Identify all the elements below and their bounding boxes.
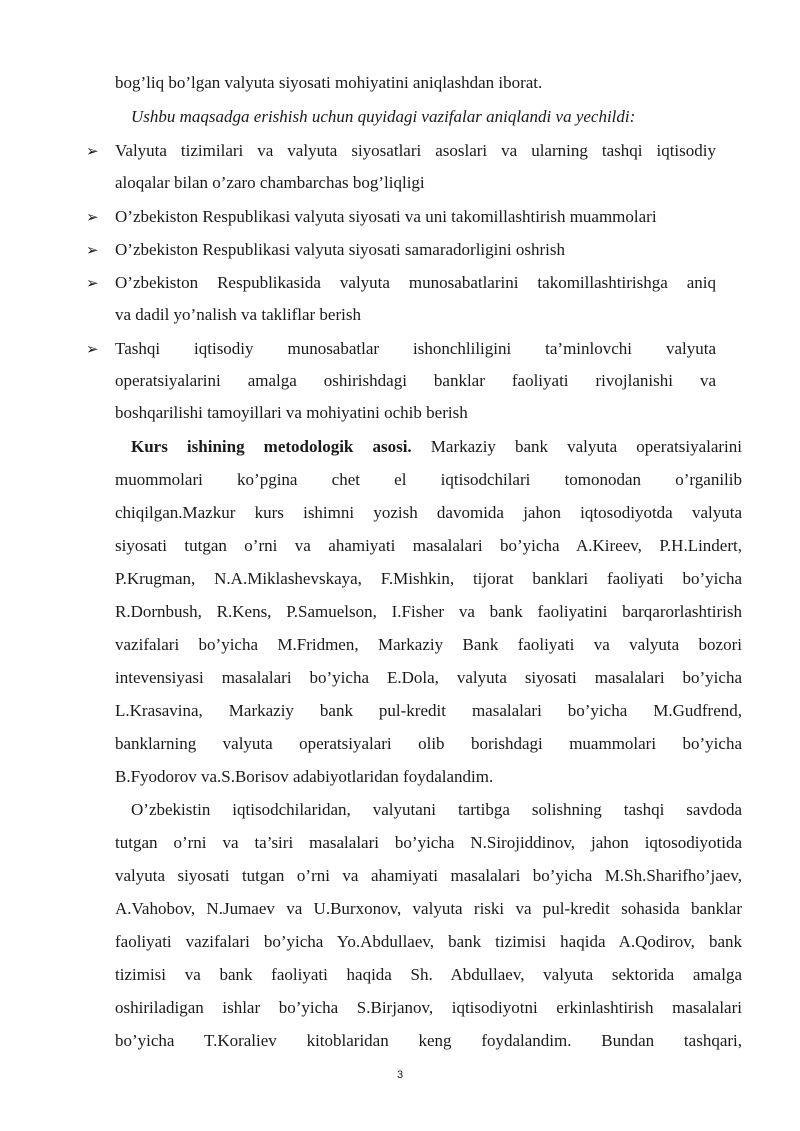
bullet-1-line-2: aloqalar bilan o’zaro chambarchas bog’liqligi — [115, 173, 425, 192]
bullet-2-line-1: O’zbekiston Respublikasi valyuta siyosati va uni takomillashtirish muammolari — [115, 207, 657, 226]
methodology-last-line: B.Fyodorov va.S.Borisov adabiyotlaridan foydalandim. — [115, 767, 494, 786]
bullet-1-line-1: Valyuta tizimilari va valyuta siyosatlari asoslari va ularning tashqi iqtisodiy — [115, 141, 716, 160]
bullet-arrow-icon: ➢ — [86, 208, 99, 226]
bullet-4-line-2: va dadil yo’nalish va takliflar berish — [115, 305, 361, 324]
methodology-line: L.Krasavina, Markaziy bank pul-kredit masalalari bo’yicha M.Gudfrend, — [115, 701, 742, 720]
methodology-first-line — [131, 437, 742, 457]
bullet-5-line-2: operatsiyalarini amalga oshirishdagi banklar faoliyati rivojlanishi va — [115, 371, 716, 390]
authors-line: valyuta siyosati tutgan o’rni va ahamiyati masalalari bo’yicha M.Sh.Sharifho’jaev, — [115, 866, 742, 885]
methodology-label: Kurs ishining metodologik asosi. — [131, 437, 412, 456]
methodology-first-line-rest: Markaziy bank valyuta operatsiyalarini — [430, 437, 742, 456]
bullet-arrow-icon: ➢ — [86, 241, 99, 259]
methodology-line: intevensiyasi masalalari bo’yicha E.Dola, valyuta siyosati masalalari bo’yicha — [115, 668, 742, 687]
authors-line: tizimisi va bank faoliyati haqida Sh. Abdullaev, valyuta sektorida amalga — [115, 965, 742, 984]
bullet-3-line-1: O’zbekiston Respublikasi valyuta siyosati samaradorligini oshrish — [115, 240, 565, 259]
methodology-line: P.Krugman, N.A.Miklashevskaya, F.Mishkin, tijorat banklari faoliyati bo’yicha — [115, 569, 742, 588]
methodology-line: siyosati tutgan o’rni va ahamiyati masalalari bo’yicha A.Kireev, P.H.Lindert, — [115, 536, 742, 555]
tasks-heading: Ushbu maqsadga erishish uchun quyidagi vazifalar aniqlandi va yechildi: — [131, 107, 636, 126]
methodology-line: banklarning valyuta operatsiyalari olib borishdagi muammolari bo’yicha — [115, 734, 742, 753]
authors-line: oshiriladigan ishlar bo’yicha S.Birjanov, iqtisodiyotni erkinlashtirish masalalari — [115, 998, 742, 1017]
authors-line: tutgan o’rni va ta’siri masalalari bo’yicha N.Sirojiddinov, jahon iqtosodiyotida — [115, 833, 742, 852]
bullet-arrow-icon: ➢ — [86, 142, 99, 160]
authors-line: bo’yicha T.Koraliev kitoblaridan keng foydalandim. Bundan tashqari, — [115, 1031, 742, 1050]
methodology-line: vazifalari bo’yicha M.Fridmen, Markaziy Bank faoliyati va valyuta bozori — [115, 635, 742, 654]
authors-line: A.Vahobov, N.Jumaev va U.Burxonov, valyuta riski va pul-kredit sohasida banklar — [115, 899, 742, 918]
authors-first-line: O’zbekistin iqtisodchilaridan, valyutani tartibga solishning tashqi savdoda — [131, 800, 742, 819]
intro-line: bog’liq bo’lgan valyuta siyosati mohiyatini aniqlashdan iborat. — [115, 73, 543, 92]
bullet-arrow-icon: ➢ — [86, 340, 99, 358]
methodology-line: R.Dornbush, R.Kens, P.Samuelson, I.Fisher va bank faoliyatini barqarorlashtirish — [115, 602, 742, 621]
bullet-5-line-3: boshqarilishi tamoyillari va mohiyatini ochib berish — [115, 403, 468, 422]
bullet-5-line-1: Tashqi iqtisodiy munosabatlar ishonchliligini ta’minlovchi valyuta — [115, 339, 716, 358]
bullet-4-line-1: O’zbekiston Respublikasida valyuta munosabatlarini takomillashtirishga aniq — [115, 273, 716, 292]
methodology-line: muommolari ko’pgina chet el iqtisodchilari tomonodan o’rganilib — [115, 470, 742, 489]
page-number: 3 — [396, 1069, 404, 1081]
bullet-arrow-icon: ➢ — [86, 274, 99, 292]
authors-line: faoliyati vazifalari bo’yicha Yo.Abdullaev, bank tizimisi haqida A.Qodirov, bank — [115, 932, 742, 951]
methodology-line: chiqilgan.Mazkur kurs ishimni yozish davomida jahon iqtosodiyotda valyuta — [115, 503, 742, 522]
